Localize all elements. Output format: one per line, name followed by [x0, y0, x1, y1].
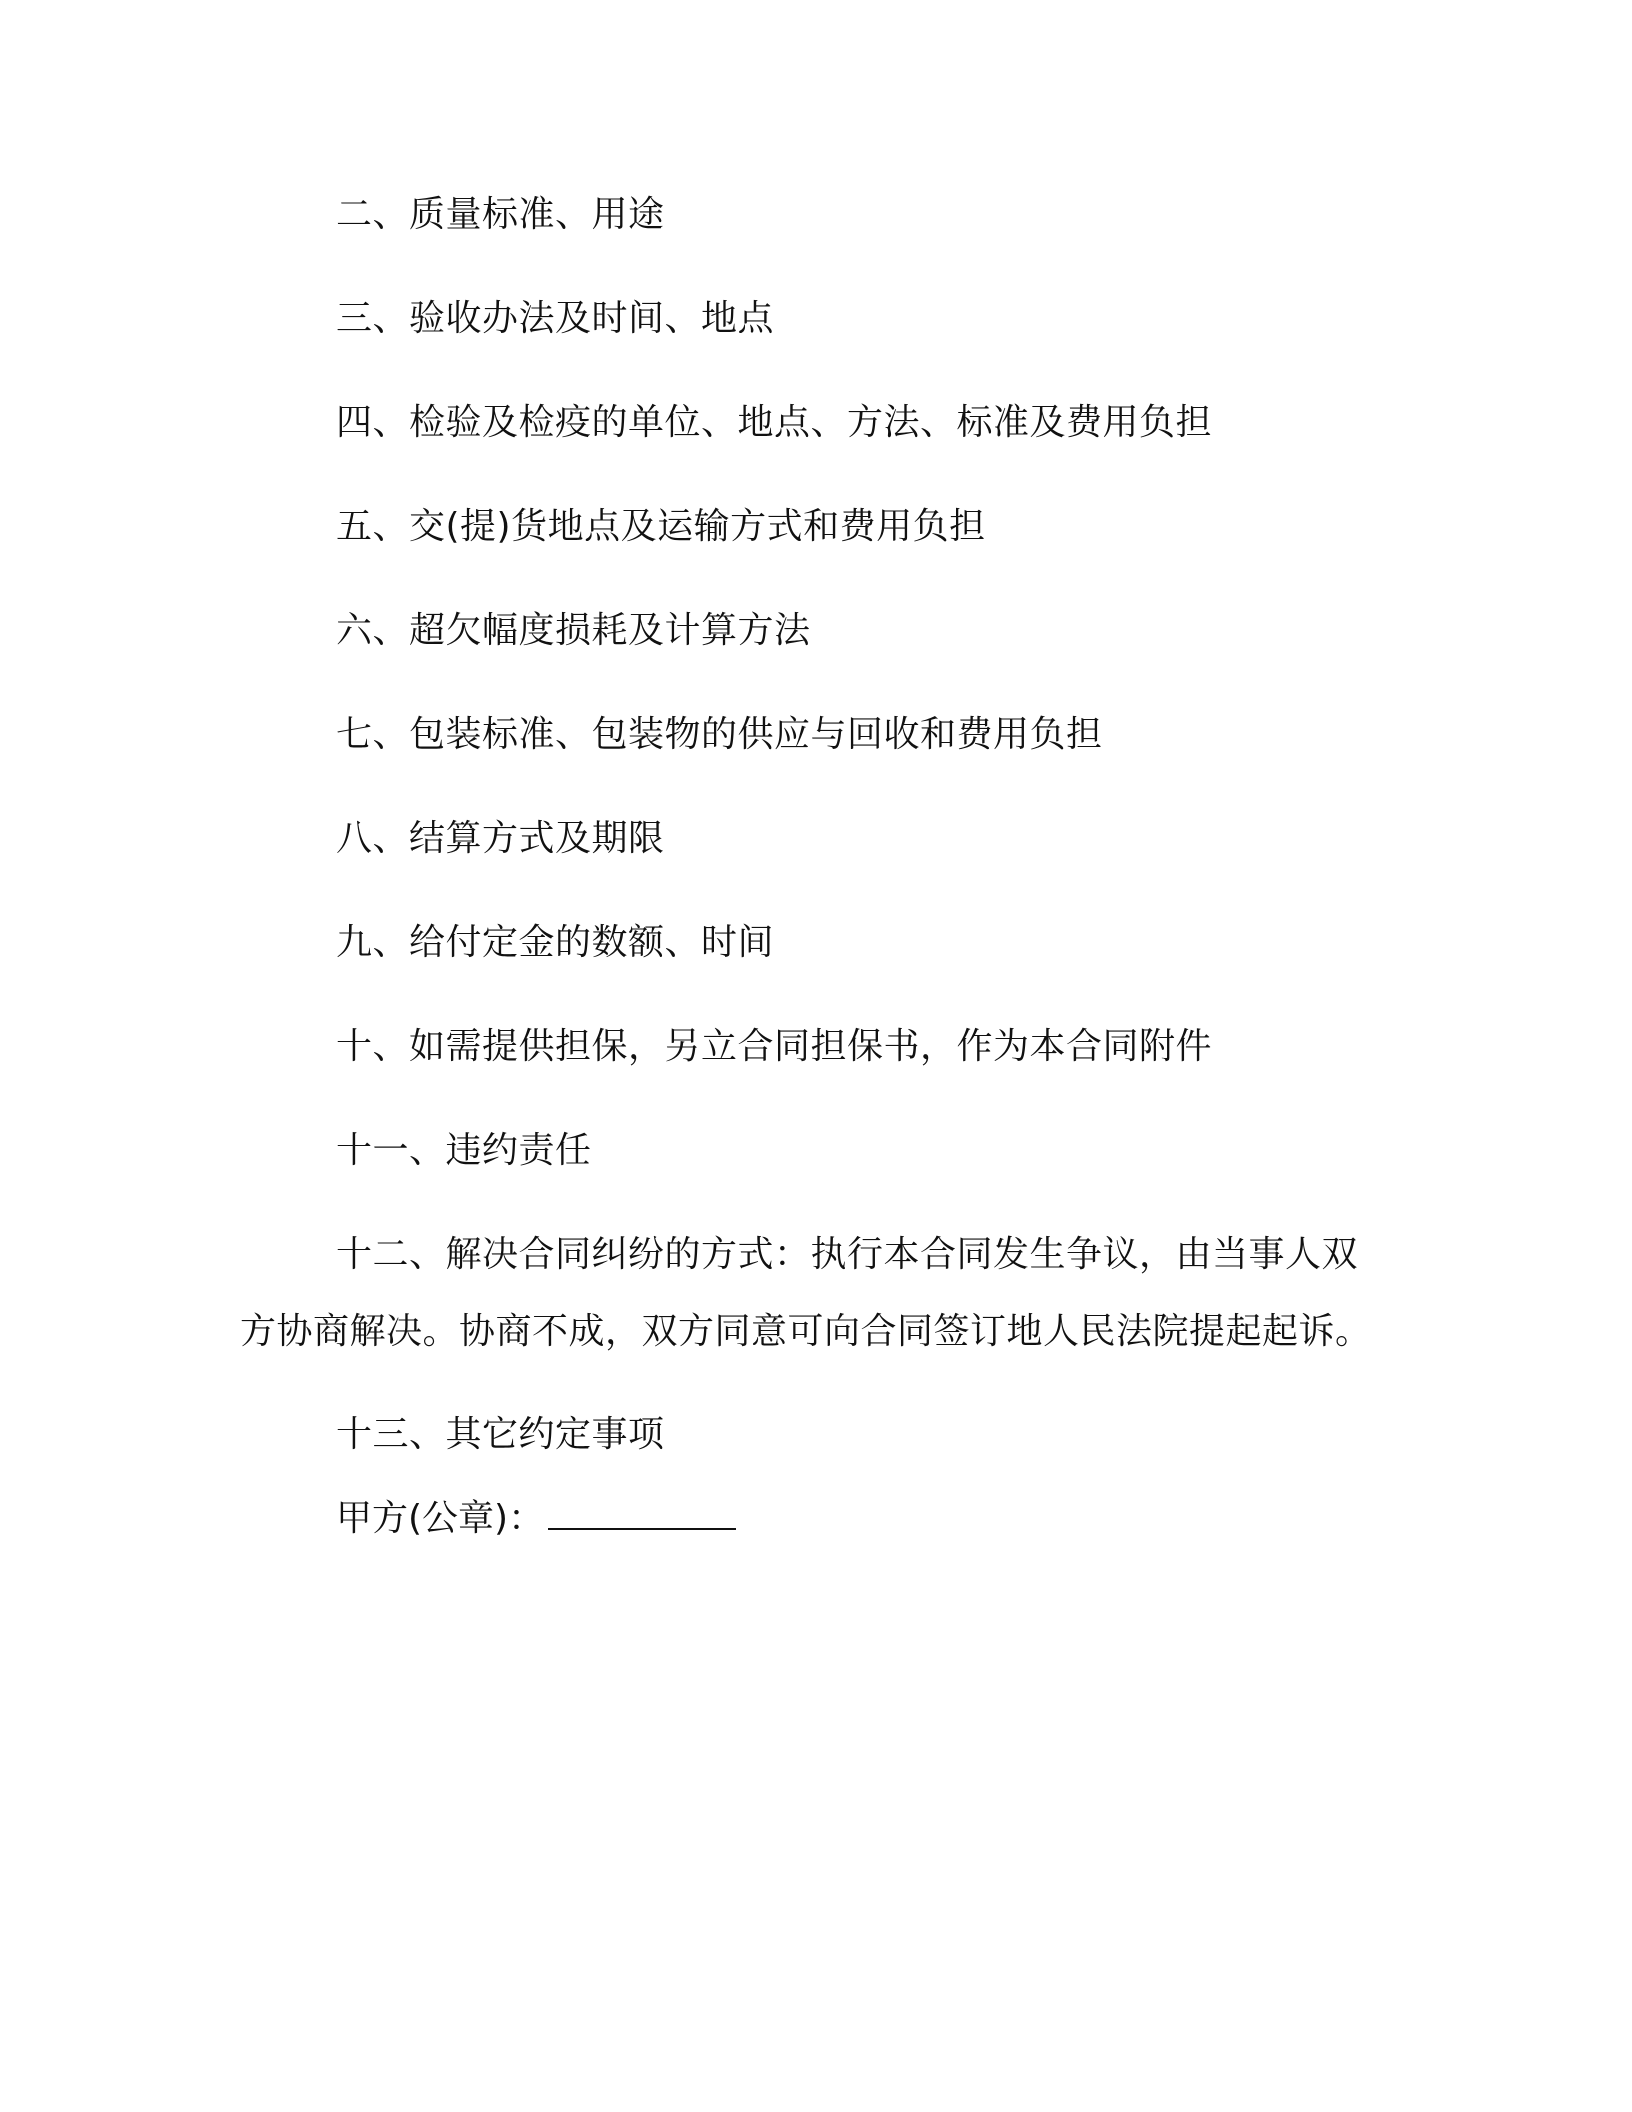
- clause-10: 十、如需提供担保，另立合同担保书，作为本合同附件: [336, 1026, 1213, 1067]
- clause-8: 八、结算方式及期限: [336, 818, 665, 859]
- party-a-signature: [240, 1492, 736, 1544]
- clause-9: 九、给付定金的数额、时间: [336, 922, 775, 963]
- clause-6: 六、超欠幅度损耗及计算方法: [336, 610, 811, 651]
- clause-11: 十一、违约责任: [336, 1130, 592, 1171]
- clause-13: 十三、其它约定事项: [336, 1414, 665, 1455]
- clause-list: [240, 190, 1380, 1514]
- clause-7: 七、包装标准、包装物的供应与回收和费用负担: [336, 714, 1103, 755]
- party-a-label: 甲方(公章)：: [336, 1498, 545, 1539]
- clause-4: 四、检验及检疫的单位、地点、方法、标准及费用负担: [336, 402, 1213, 443]
- clause-3: 三、验收办法及时间、地点: [336, 298, 775, 339]
- clause-5: 五、交(提)货地点及运输方式和费用负担: [336, 506, 986, 547]
- clause-12: 十二、解决合同纠纷的方式：执行本合同发生争议，由当事人双方协商解决。协商不成，双方同意可向合同签订地人民法院提起起诉。: [240, 1234, 1372, 1352]
- clause-2: 二、质量标准、用途: [336, 194, 665, 235]
- signature-line: [548, 1492, 736, 1530]
